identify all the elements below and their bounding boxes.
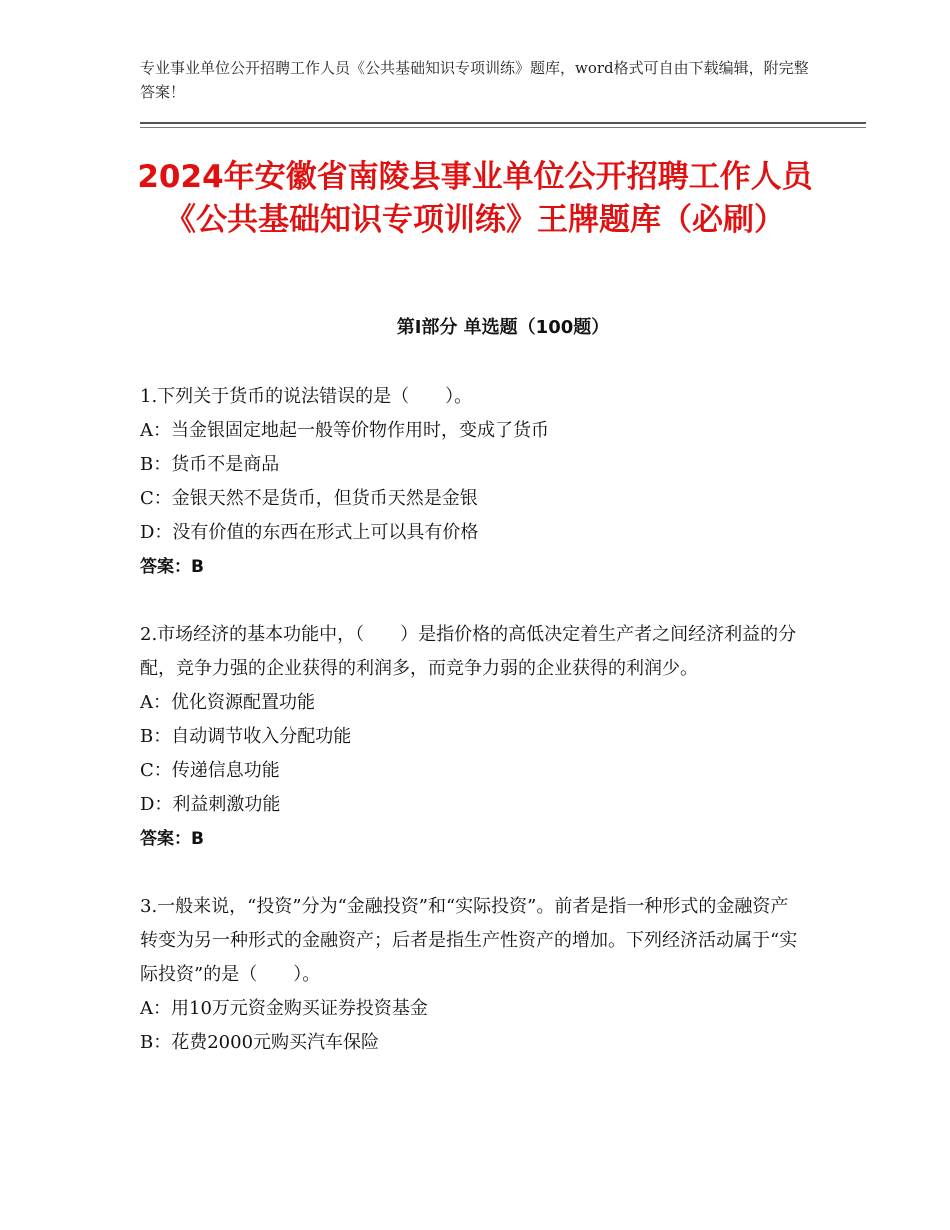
question-stem: 1.下列关于货币的说法错误的是（ ）。 [140,386,473,407]
answer-label: 答案： [140,557,191,577]
answer-value: B [191,829,204,849]
header-note: 专业事业单位公开招聘工作人员《公共基础知识专项训练》题库，word格式可自由下载编辑，附完整答案！ [140,59,809,101]
question-stem: 2.市场经济的基本功能中，（ ）是指价格的高低决定着生产者之间经济利益的分配，竞争力强的企业获得的利润多，而竞争力弱的企业获得的利润少。 [140,624,797,679]
question-1 [140,380,800,584]
answer-value: B [191,557,204,577]
option-c: C：传递信息功能 [140,760,280,781]
option-b: B：自动调节收入分配功能 [140,726,352,747]
answer-label: 答案： [140,829,191,849]
question-stem: 3.一般来说，“投资”分为“金融投资”和“实际投资”。前者是指一种形式的金融资产转变为另一种形式的金融资产；后者是指生产性资产的增加。下列经济活动属于“实际投资”的是（ ）。 [140,896,798,985]
header-rule-thin [140,127,866,128]
answer-line [140,550,800,584]
section-title: 第Ⅰ部分 单选题（100题） [396,317,610,338]
option-a: A：优化资源配置功能 [140,692,315,713]
answer-line [140,822,800,856]
header-rule-thick [140,122,866,124]
question-list [140,380,800,1094]
option-d: D：利益刺激功能 [140,794,281,815]
question-3 [140,890,800,1060]
question-2 [140,618,800,856]
option-a: A：用10万元资金购买证券投资基金 [140,998,428,1019]
option-d: D：没有价值的东西在形式上可以具有价格 [140,522,479,543]
option-b: B：花费2000元购买汽车保险 [140,1032,380,1053]
option-a: A：当金银固定地起一般等价物作用时，变成了货币 [140,420,549,441]
option-c: C：金银天然不是货币，但货币天然是金银 [140,488,478,509]
option-b: B：货币不是商品 [140,454,280,475]
page-title: 2024年安徽省南陵县事业单位公开招聘工作人员《公共基础知识专项训练》王牌题库（必刷） [137,159,813,238]
